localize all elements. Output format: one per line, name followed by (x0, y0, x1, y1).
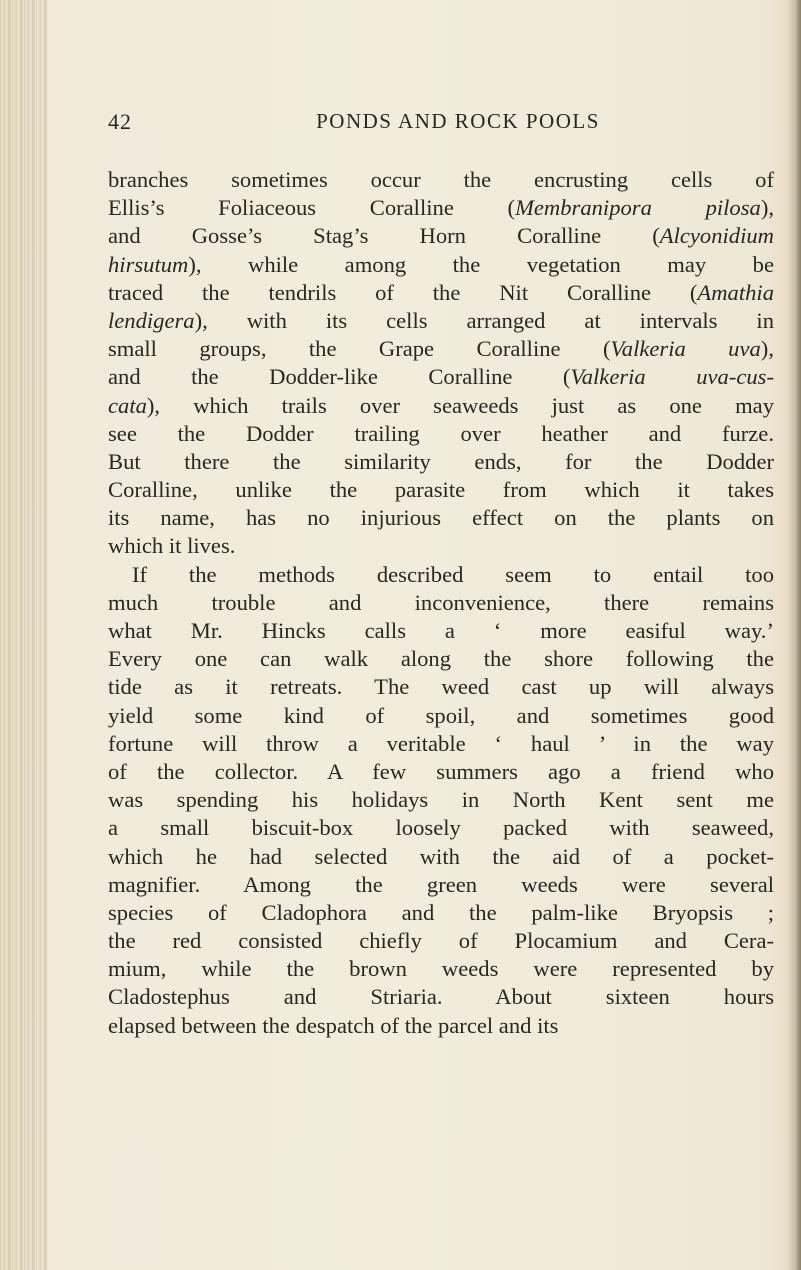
text-line (108, 843, 774, 871)
text-line (108, 251, 774, 279)
text-segment: ), (760, 195, 774, 221)
text-segment: see the Dodder trailing over heather and furze. (108, 420, 774, 446)
text-line (108, 363, 774, 391)
text-line (108, 899, 774, 927)
text-line (108, 1012, 774, 1040)
text-line (108, 222, 774, 250)
text-segment: ), with its cells arranged at intervals in (194, 307, 774, 333)
text-segment: elapsed between the despatch of the parcel and its (108, 1012, 559, 1038)
text-line (108, 758, 774, 786)
italic-latin-name: Membranipora pilosa (515, 195, 761, 221)
text-segment: was spending his holidays in North Kent sent me (108, 787, 774, 813)
text-segment: its name, has no injurious effect on the plants on (108, 505, 774, 531)
text-line (108, 420, 774, 448)
running-title: PONDS AND ROCK POOLS (316, 109, 600, 133)
text-segment: But there the similarity ends, for the Dodder (108, 448, 774, 474)
text-segment: what Mr. Hincks calls a ‘ more easiful way.’ (108, 618, 774, 643)
text-line (108, 673, 774, 701)
italic-latin-name: cata (108, 392, 147, 418)
text-segment: yield some kind of spoil, and sometimes good (108, 702, 774, 728)
text-line (108, 504, 774, 532)
text-line (108, 617, 774, 645)
text-segment: which he had selected with the aid of a pocket- (108, 843, 774, 869)
text-segment: Ellis’s Foliaceous Coralline ( (108, 195, 516, 221)
text-line (108, 166, 774, 194)
text-segment: mium, while the brown weeds were represented by (108, 956, 774, 982)
italic-latin-name: Valkeria uva-cus- (570, 364, 774, 390)
running-head (108, 109, 768, 141)
text-line (108, 589, 774, 617)
text-line (108, 279, 774, 307)
text-line (108, 561, 774, 589)
text-line (108, 955, 774, 983)
text-line (108, 702, 774, 730)
text-segment: Every one can walk along the shore following the (108, 646, 774, 672)
text-line (108, 814, 774, 842)
text-line (108, 335, 774, 363)
text-segment: ), (760, 336, 774, 362)
text-segment: the red consisted chiefly of Plocamium and Cera- (108, 928, 774, 954)
text-segment: branches sometimes occur the encrusting cells of (108, 167, 774, 192)
text-segment: a small biscuit-box loosely packed with seaweed, (108, 815, 774, 841)
text-line (108, 307, 774, 335)
italic-latin-name: lendigera (108, 307, 195, 333)
text-line (108, 927, 774, 955)
text-line (108, 532, 774, 560)
text-segment: of the collector. A few summers ago a friend who (108, 758, 774, 784)
text-segment: and Gosse’s Stag’s Horn Coralline ( (108, 223, 660, 249)
text-segment: which it lives. (108, 533, 236, 559)
text-line (108, 983, 774, 1011)
text-line (108, 645, 774, 673)
text-segment: ), which trails over seaweeds just as one may (146, 392, 774, 418)
text-segment: Cladostephus and Striaria. About sixteen hours (108, 984, 774, 1010)
page-edge-shadow (787, 0, 801, 1270)
text-segment: magnifier. Among the green weeds were several (108, 871, 774, 897)
text-line (108, 392, 774, 420)
text-line (108, 871, 774, 899)
italic-latin-name: hirsutum (108, 251, 189, 277)
text-segment: tide as it retreats. The weed cast up will always (108, 674, 774, 700)
body-text (108, 166, 774, 1040)
text-line (108, 786, 774, 814)
text-line (108, 730, 774, 758)
text-segment: fortune will throw a veritable ‘ haul ’ in the way (108, 730, 774, 756)
text-segment: traced the tendrils of the Nit Coralline ( (108, 279, 698, 305)
text-segment: ), while among the vegetation may be (188, 251, 774, 277)
text-line (108, 448, 774, 476)
italic-latin-name: Valkeria uva (610, 336, 761, 362)
page-gutter (0, 0, 48, 1270)
text-segment: If the methods described seem to entail too (132, 561, 774, 587)
text-segment: Coralline, unlike the parasite from which it takes (108, 477, 774, 503)
text-segment: small groups, the Grape Coralline ( (108, 336, 611, 362)
page-number: 42 (108, 109, 132, 134)
text-segment: species of Cladophora and the palm-like Bryopsis ; (108, 899, 774, 925)
text-segment: and the Dodder-like Coralline ( (108, 364, 571, 390)
text-segment: much trouble and inconvenience, there remains (108, 589, 774, 615)
text-line (108, 194, 774, 222)
italic-latin-name: Amathia (697, 279, 774, 305)
text-line (108, 476, 774, 504)
italic-latin-name: Alcyonidium (659, 223, 774, 249)
